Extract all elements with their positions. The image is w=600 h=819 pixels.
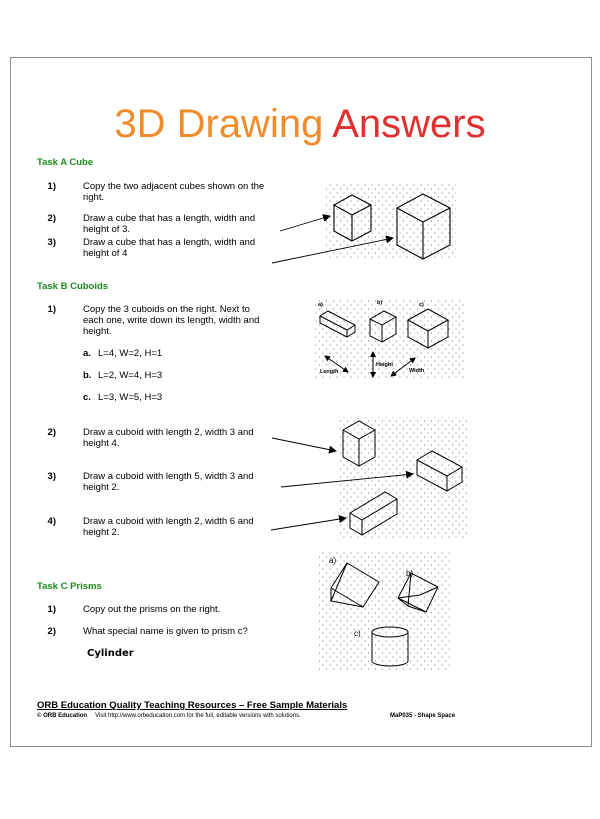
task-b-heading: Task B Cuboids bbox=[37, 281, 109, 292]
task-c-heading: Task C Prisms bbox=[37, 581, 102, 592]
label-width: Width bbox=[409, 368, 425, 374]
task-c-item-2-number: 2) bbox=[47, 626, 56, 637]
prism-label-a: a) bbox=[329, 556, 337, 565]
task-a-item-1-number: 1) bbox=[47, 181, 56, 192]
task-b-item-2-number: 2) bbox=[47, 427, 56, 438]
label-height: Height bbox=[376, 362, 394, 368]
arrow-to-cuboid-4 bbox=[271, 518, 346, 530]
task-b-item-1-number: 1) bbox=[47, 304, 56, 315]
footer-note: Visit http://www.orbeducation.com for the full, editable versions with solutions. bbox=[95, 713, 301, 719]
task-a-item-2-text: Draw a cube that has a length, width and height of 3. bbox=[83, 213, 256, 235]
answer-c-text: L=3, W=5, H=3 bbox=[98, 392, 163, 403]
task-b-item-3-number: 3) bbox=[47, 471, 56, 482]
title-part-1: 3D Drawing bbox=[114, 102, 324, 146]
prisms-figure bbox=[318, 552, 452, 670]
cuboid-answers-figure bbox=[271, 417, 468, 540]
task-c-item-1-number: 1) bbox=[47, 604, 56, 615]
dot-grid bbox=[326, 183, 456, 260]
answer-c-letter: c. bbox=[83, 392, 91, 403]
task-c-answer: Cylinder bbox=[87, 648, 134, 659]
title-part-2: Answers bbox=[332, 102, 486, 146]
answer-b-text: L=2, W=4, H=3 bbox=[98, 370, 163, 381]
task-b-item-3-text: Draw a cuboid with length 5, width 3 and height 2. bbox=[83, 471, 254, 493]
label-a: a) bbox=[318, 302, 323, 308]
answer-b-letter: b. bbox=[83, 370, 92, 381]
arrow-to-small-cube bbox=[280, 216, 330, 231]
label-b: b) bbox=[377, 300, 383, 306]
answer-a-text: L=4, W=2, H=1 bbox=[98, 348, 163, 359]
label-length: Length bbox=[320, 369, 339, 375]
cubes-figure bbox=[272, 183, 456, 263]
task-a-heading: Task A Cube bbox=[37, 157, 94, 168]
footer-code: MaP035 - Shape Space bbox=[390, 713, 456, 719]
dot-grid bbox=[318, 552, 452, 670]
answer-a-letter: a. bbox=[83, 348, 91, 359]
footer-org: © ORB Education bbox=[37, 713, 88, 719]
prism-label-c: c) bbox=[354, 629, 361, 638]
dot-grid bbox=[340, 417, 468, 540]
task-a-item-2-number: 2) bbox=[47, 213, 56, 224]
task-a-item-1-text: Copy the two adjacent cubes shown on the right. bbox=[83, 181, 265, 203]
task-b-item-1-text: Copy the 3 cuboids on the right. Next to each one, write down its length, width and height. bbox=[83, 304, 260, 337]
task-a-item-3-text: Draw a cube that has a length, width and height of 4 bbox=[83, 237, 256, 259]
task-b-item-4-text: Draw a cuboid with length 2, width 6 and height 2. bbox=[83, 516, 254, 538]
prism-label-b: b) bbox=[406, 569, 414, 578]
task-b-item-4-number: 4) bbox=[47, 516, 56, 527]
cuboids-figure bbox=[315, 298, 465, 378]
arrow-to-cuboid-2 bbox=[272, 438, 336, 451]
task-c-item-1-text: Copy out the prisms on the right. bbox=[83, 604, 221, 615]
label-c: c) bbox=[419, 302, 424, 308]
footer-headline: ORB Education Quality Teaching Resources – Free Sample Materials bbox=[37, 700, 348, 711]
task-a-item-3-number: 3) bbox=[47, 237, 56, 248]
task-c-item-2-text: What special name is given to prism c? bbox=[83, 626, 248, 637]
task-b-item-2-text: Draw a cuboid with length 2, width 3 and height 4. bbox=[83, 427, 254, 449]
